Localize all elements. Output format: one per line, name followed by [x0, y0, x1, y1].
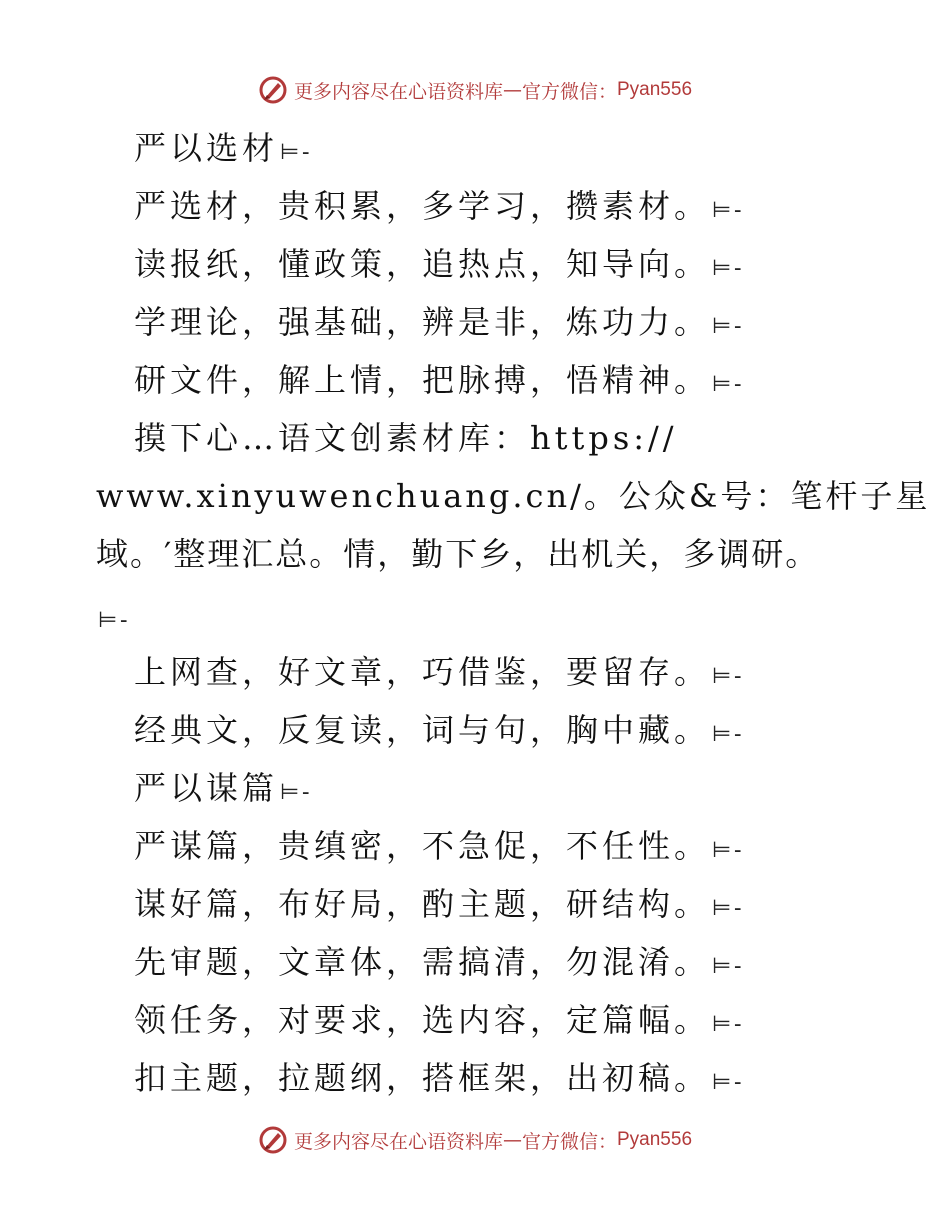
text-line — [96, 596, 130, 641]
text-line: 严谋篇，贵缜密，不急促，不任性。⊨- — [134, 827, 745, 865]
text-line: 严选材，贵积累，多学习，攒素材。⊨- — [134, 187, 745, 225]
paragraph-mark-icon: ⊨- — [712, 896, 745, 921]
paragraph-mark-icon: ⊨- — [712, 954, 745, 979]
text-line: www.xinyuwenchuang.cn/。公众&号：笔杆子星 — [96, 477, 931, 515]
paragraph-mark-icon: ⊨- — [712, 722, 745, 747]
banner-text: 更多内容尽在心语资料库 — [293, 1130, 503, 1153]
text-line: 严以谋篇⊨- — [134, 769, 313, 807]
banner-wechat-id: Pyan556 — [617, 1129, 693, 1150]
text-line: 经典文，反复读，词与句，胸中藏。⊨- — [134, 711, 745, 749]
banner-text: 更多内容尽在心语资料库 — [293, 80, 503, 103]
text-line: 领任务，对要求，选内容，定篇幅。⊨- — [134, 1001, 745, 1039]
paragraph-mark-icon: ⊨- — [280, 140, 313, 165]
banner-wechat-label: 官方微信： — [521, 80, 617, 103]
text-line: 读报纸，懂政策，追热点，知导向。⊨- — [134, 245, 745, 283]
header-watermark-banner — [0, 70, 950, 110]
text-line: 研文件，解上情，把脉搏，悟精神。⊨- — [134, 361, 745, 399]
pen-logo-icon — [258, 75, 288, 105]
paragraph-mark-icon: ⊨- — [712, 314, 745, 339]
text-line: 谋好篇，布好局，酌主题，研结构。⊨- — [134, 885, 745, 923]
paragraph-mark-icon: ⊨- — [712, 372, 745, 397]
banner-wechat-id: Pyan556 — [617, 79, 693, 100]
paragraph-mark-icon: ⊨- — [280, 780, 313, 805]
text-line: 上网查，好文章，巧借鉴，要留存。⊨- — [134, 653, 745, 691]
text-line: 严以选材⊨- — [134, 129, 313, 167]
text-line: 摸下心…语文创素材库：https:// — [134, 419, 678, 457]
text-line: 学理论，强基础，辨是非，炼功力。⊨- — [134, 303, 745, 341]
paragraph-mark-icon: ⊨- — [712, 1070, 745, 1095]
text-line: 域。′整理汇总。情，勤下乡，出机关，多调研。 — [96, 535, 820, 573]
paragraph-mark-icon: ⊨- — [712, 198, 745, 223]
text-line: 扣主题，拉题纲，搭框架，出初稿。⊨- — [134, 1059, 745, 1097]
paragraph-mark-icon: ⊨- — [712, 838, 745, 863]
text-line: 先审题，文章体，需搞清，勿混淆。⊨- — [134, 943, 745, 981]
paragraph-mark-icon: ⊨- — [98, 608, 131, 633]
paragraph-mark-icon: ⊨- — [712, 664, 745, 689]
paragraph-mark-icon: ⊨- — [712, 1012, 745, 1037]
paragraph-mark-icon: ⊨- — [712, 256, 745, 281]
banner-wechat-label: 官方微信： — [521, 1130, 617, 1153]
pen-logo-icon — [258, 1125, 288, 1155]
banner-separator: — — [502, 1129, 522, 1151]
footer-watermark-banner — [0, 1120, 950, 1160]
banner-separator: — — [502, 79, 522, 101]
